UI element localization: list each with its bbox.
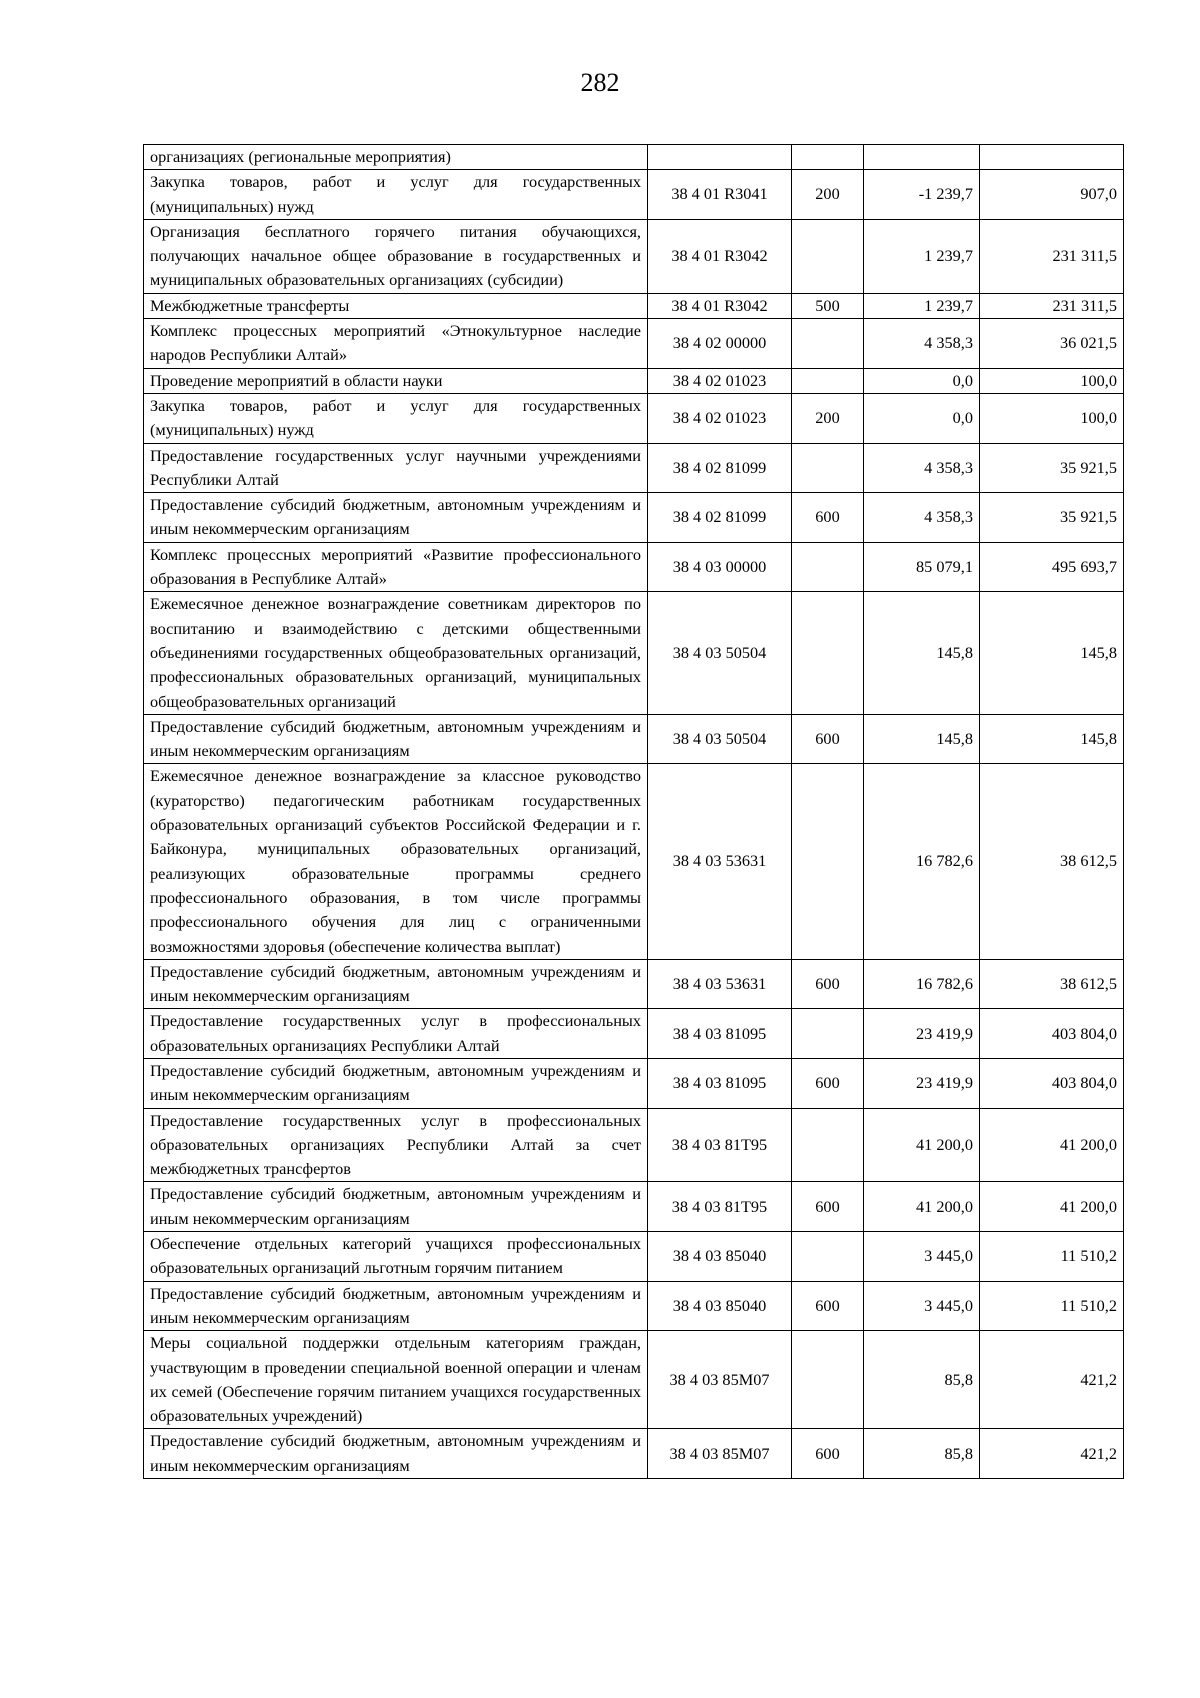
amount-change-cell: 23 419,9 (864, 1058, 980, 1108)
expense-name-cell: Предоставление государственных услуг в профессиональных образовательных организациях Республики Алтай (144, 1009, 648, 1059)
expense-type-cell: 500 (792, 293, 864, 318)
table-row (144, 393, 1124, 443)
amount-total-cell: 421,2 (980, 1429, 1124, 1479)
amount-change-cell: 41 200,0 (864, 1182, 980, 1232)
amount-change-cell: 145,8 (864, 592, 980, 714)
target-code-cell: 38 4 03 85040 (648, 1232, 792, 1282)
table-row (144, 1182, 1124, 1232)
expense-type-cell (792, 1232, 864, 1282)
amount-total-cell: 231 311,5 (980, 293, 1124, 318)
table-row (144, 1009, 1124, 1059)
expense-name-cell: Комплекс процессных мероприятий «Развитие профессионального образования в Республике Алтай» (144, 542, 648, 592)
target-code-cell: 38 4 02 00000 (648, 319, 792, 369)
amount-total-cell: 11 510,2 (980, 1281, 1124, 1331)
page-number: 282 (580, 68, 620, 97)
table-row (144, 443, 1124, 493)
target-code-cell: 38 4 01 R3042 (648, 293, 792, 318)
amount-change-cell: 41 200,0 (864, 1108, 980, 1182)
amount-total-cell: 35 921,5 (980, 493, 1124, 543)
amount-change-cell: 4 358,3 (864, 319, 980, 369)
table-row (144, 1058, 1124, 1108)
amount-change-cell: 85,8 (864, 1429, 980, 1479)
table-row (144, 1281, 1124, 1331)
expense-type-cell: 600 (792, 959, 864, 1009)
amount-change-cell (864, 145, 980, 170)
expense-type-cell (792, 542, 864, 592)
amount-total-cell: 907,0 (980, 170, 1124, 220)
amount-total-cell: 145,8 (980, 714, 1124, 764)
table-row (144, 1331, 1124, 1429)
table-row (144, 319, 1124, 369)
amount-change-cell: 145,8 (864, 714, 980, 764)
table-row (144, 542, 1124, 592)
expense-type-cell: 600 (792, 714, 864, 764)
amount-change-cell: 4 358,3 (864, 493, 980, 543)
expense-type-cell (792, 764, 864, 959)
target-code-cell: 38 4 02 01023 (648, 393, 792, 443)
table-row (144, 959, 1124, 1009)
target-code-cell: 38 4 03 50504 (648, 592, 792, 714)
table-row (144, 293, 1124, 318)
amount-total-cell: 421,2 (980, 1331, 1124, 1429)
expense-type-cell: 600 (792, 1429, 864, 1479)
table-row (144, 493, 1124, 543)
target-code-cell: 38 4 02 81099 (648, 493, 792, 543)
expense-type-cell (792, 368, 864, 393)
table-row (144, 1429, 1124, 1479)
amount-change-cell: 16 782,6 (864, 764, 980, 959)
amount-total-cell: 403 804,0 (980, 1058, 1124, 1108)
amount-change-cell: 16 782,6 (864, 959, 980, 1009)
expense-name-cell: организациях (региональные мероприятия) (144, 145, 648, 170)
target-code-cell: 38 4 03 81095 (648, 1058, 792, 1108)
expense-name-cell: Ежемесячное денежное вознаграждение советникам директоров по воспитанию и взаимодействию с детскими общественными объединениями государственных общеобразовательных организаций, профессиональных образовательных организаций, муниципальных общеобразовательных организаций (144, 592, 648, 714)
expense-name-cell: Предоставление субсидий бюджетным, автономным учреждениям и иным некоммерческим организациям (144, 493, 648, 543)
expense-name-cell: Предоставление субсидий бюджетным, автономным учреждениям и иным некоммерческим организациям (144, 1281, 648, 1331)
amount-total-cell: 41 200,0 (980, 1182, 1124, 1232)
expense-type-cell: 600 (792, 1058, 864, 1108)
target-code-cell: 38 4 03 81095 (648, 1009, 792, 1059)
amount-change-cell: 0,0 (864, 393, 980, 443)
expense-name-cell: Предоставление субсидий бюджетным, автономным учреждениям и иным некоммерческим организациям (144, 959, 648, 1009)
expense-type-cell (792, 219, 864, 293)
expense-name-cell: Предоставление субсидий бюджетным, автономным учреждениям и иным некоммерческим организациям (144, 1429, 648, 1479)
amount-total-cell: 100,0 (980, 393, 1124, 443)
amount-total-cell: 38 612,5 (980, 959, 1124, 1009)
amount-change-cell: 23 419,9 (864, 1009, 980, 1059)
expense-type-cell (792, 1108, 864, 1182)
amount-change-cell: 4 358,3 (864, 443, 980, 493)
amount-change-cell: 3 445,0 (864, 1232, 980, 1282)
amount-change-cell: 0,0 (864, 368, 980, 393)
amount-change-cell: 85,8 (864, 1331, 980, 1429)
amount-total-cell (980, 145, 1124, 170)
table-row (144, 1108, 1124, 1182)
budget-table (143, 144, 1124, 1479)
target-code-cell: 38 4 02 81099 (648, 443, 792, 493)
amount-total-cell: 35 921,5 (980, 443, 1124, 493)
table-row (144, 1232, 1124, 1282)
table-row (144, 592, 1124, 714)
amount-change-cell: 1 239,7 (864, 293, 980, 318)
target-code-cell: 38 4 03 85М07 (648, 1331, 792, 1429)
expense-name-cell: Закупка товаров, работ и услуг для государственных (муниципальных) нужд (144, 393, 648, 443)
expense-type-cell (792, 145, 864, 170)
expense-type-cell: 200 (792, 170, 864, 220)
target-code-cell: 38 4 03 53631 (648, 959, 792, 1009)
target-code-cell: 38 4 03 85М07 (648, 1429, 792, 1479)
amount-total-cell: 100,0 (980, 368, 1124, 393)
expense-name-cell: Межбюджетные трансферты (144, 293, 648, 318)
amount-total-cell: 36 021,5 (980, 319, 1124, 369)
expense-type-cell: 200 (792, 393, 864, 443)
amount-total-cell: 38 612,5 (980, 764, 1124, 959)
expense-type-cell (792, 1331, 864, 1429)
target-code-cell: 38 4 03 81Т95 (648, 1182, 792, 1232)
expense-type-cell (792, 592, 864, 714)
amount-total-cell: 495 693,7 (980, 542, 1124, 592)
amount-total-cell: 11 510,2 (980, 1232, 1124, 1282)
target-code-cell: 38 4 03 00000 (648, 542, 792, 592)
target-code-cell: 38 4 03 81Т95 (648, 1108, 792, 1182)
expense-name-cell: Комплекс процессных мероприятий «Этнокультурное наследие народов Республики Алтай» (144, 319, 648, 369)
expense-name-cell: Предоставление субсидий бюджетным, автономным учреждениям и иным некоммерческим организациям (144, 714, 648, 764)
expense-name-cell: Предоставление субсидий бюджетным, автономным учреждениям и иным некоммерческим организациям (144, 1182, 648, 1232)
table-row (144, 764, 1124, 959)
amount-change-cell: 3 445,0 (864, 1281, 980, 1331)
amount-total-cell: 41 200,0 (980, 1108, 1124, 1182)
target-code-cell: 38 4 03 53631 (648, 764, 792, 959)
target-code-cell (648, 145, 792, 170)
expense-name-cell: Предоставление субсидий бюджетным, автономным учреждениям и иным некоммерческим организациям (144, 1058, 648, 1108)
expense-type-cell: 600 (792, 1281, 864, 1331)
expense-type-cell (792, 1009, 864, 1059)
expense-name-cell: Организация бесплатного горячего питания обучающихся, получающих начальное общее образование в государственных и муниципальных образовательных организациях (субсидии) (144, 219, 648, 293)
table-row (144, 714, 1124, 764)
expense-name-cell: Закупка товаров, работ и услуг для государственных (муниципальных) нужд (144, 170, 648, 220)
expense-type-cell (792, 319, 864, 369)
amount-total-cell: 145,8 (980, 592, 1124, 714)
target-code-cell: 38 4 03 85040 (648, 1281, 792, 1331)
amount-change-cell: 1 239,7 (864, 219, 980, 293)
expense-name-cell: Обеспечение отдельных категорий учащихся профессиональных образовательных организаций льготным горячим питанием (144, 1232, 648, 1282)
target-code-cell: 38 4 03 50504 (648, 714, 792, 764)
table-row (144, 170, 1124, 220)
expense-type-cell (792, 443, 864, 493)
table-row (144, 219, 1124, 293)
expense-name-cell: Предоставление государственных услуг научными учреждениями Республики Алтай (144, 443, 648, 493)
expense-type-cell: 600 (792, 493, 864, 543)
budget-table-body (144, 145, 1124, 1479)
target-code-cell: 38 4 01 R3041 (648, 170, 792, 220)
expense-name-cell: Ежемесячное денежное вознаграждение за классное руководство (кураторство) педагогическим работникам государственных образовательных организаций субъектов Российской Федерации и г. Байконура, муниципальных образовательных организаций, реализующих образовательные программы среднего профессионального образования, в том числе программы профессионального обучения для лиц с ограниченными возможностями здоровья (обеспечение количества выплат) (144, 764, 648, 959)
expense-name-cell: Меры социальной поддержки отдельным категориям граждан, участвующим в проведении специальной военной операции и членам их семей (Обеспечение горячим питанием учащихся государственных образовательных учреждений) (144, 1331, 648, 1429)
amount-change-cell: 85 079,1 (864, 542, 980, 592)
expense-name-cell: Проведение мероприятий в области науки (144, 368, 648, 393)
expense-name-cell: Предоставление государственных услуг в профессиональных образовательных организациях Республики Алтай за счет межбюджетных трансфертов (144, 1108, 648, 1182)
amount-change-cell: -1 239,7 (864, 170, 980, 220)
target-code-cell: 38 4 02 01023 (648, 368, 792, 393)
target-code-cell: 38 4 01 R3042 (648, 219, 792, 293)
amount-total-cell: 231 311,5 (980, 219, 1124, 293)
expense-type-cell: 600 (792, 1182, 864, 1232)
amount-total-cell: 403 804,0 (980, 1009, 1124, 1059)
table-row (144, 145, 1124, 170)
table-row (144, 368, 1124, 393)
